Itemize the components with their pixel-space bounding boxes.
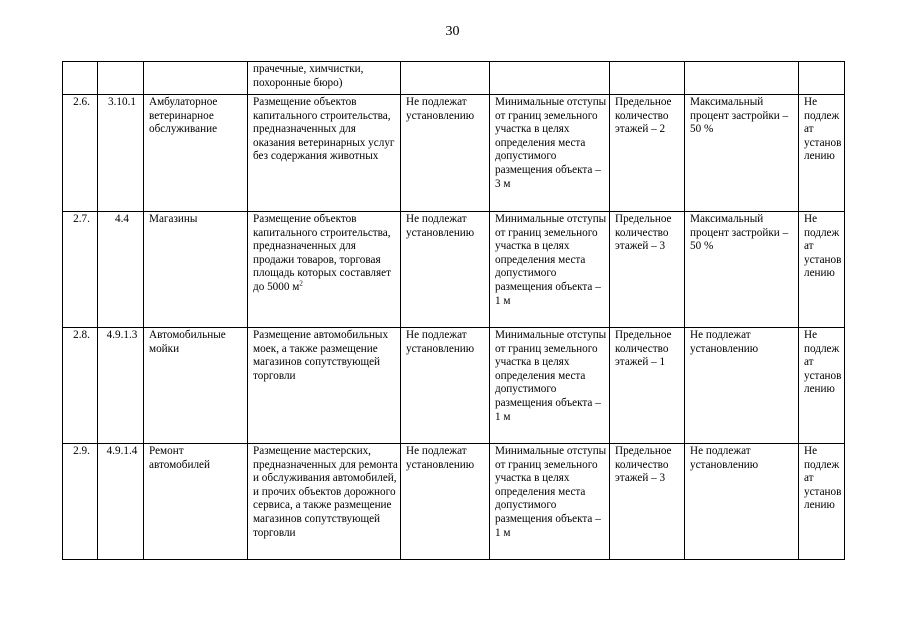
description-text: Размещение объектов капитального строительства, предназначенных для продажи товаров, торговая площадь которых составляет до 5000 м <box>253 213 391 293</box>
use-name-cell <box>144 62 248 95</box>
setbacks-cell: Минимальные отступы от границ земельного участка в целях определения места допустимого размещения объекта – 3 м <box>490 95 610 212</box>
row-number-cell: 2.6. <box>63 95 98 212</box>
superscript-exponent: 2 <box>299 279 303 288</box>
other-params-cell: Не подлежат установлению <box>799 328 845 444</box>
row-number-cell: 2.7. <box>63 212 98 328</box>
min-max-size-cell: Не подлежат установлению <box>401 212 490 328</box>
table-row <box>63 62 845 95</box>
other-params-cell <box>799 62 845 95</box>
setbacks-cell: Минимальные отступы от границ земельного участка в целях определения места допустимого размещения объекта – 1 м <box>490 444 610 560</box>
table-row <box>63 444 845 560</box>
row-number-cell <box>63 62 98 95</box>
page-number: 30 <box>445 24 460 39</box>
floors-cell: Предельное количество этажей – 3 <box>610 212 685 328</box>
coverage-cell: Не подлежат установлению <box>685 328 799 444</box>
min-max-size-cell: Не подлежат установлению <box>401 328 490 444</box>
use-description-cell: Размещение автомобильных моек, а также размещение магазинов сопутствующей торговли <box>248 328 401 444</box>
row-number-cell: 2.9. <box>63 444 98 560</box>
floors-cell: Предельное количество этажей – 3 <box>610 444 685 560</box>
setbacks-cell: Минимальные отступы от границ земельного участка в целях определения места допустимого размещения объекта – 1 м <box>490 212 610 328</box>
setbacks-cell: Минимальные отступы от границ земельного участка в целях определения места допустимого размещения объекта – 1 м <box>490 328 610 444</box>
min-max-size-cell <box>401 62 490 95</box>
coverage-cell <box>685 62 799 95</box>
coverage-cell: Максимальный процент застройки – 50 % <box>685 212 799 328</box>
use-description-cell: Размещение объектов капитального строительства, предназначенных для оказания ветеринарных услуг без содержания животных <box>248 95 401 212</box>
use-code-cell: 4.4 <box>98 212 144 328</box>
min-max-size-cell: Не подлежат установлению <box>401 95 490 212</box>
use-name-cell: Ремонт автомобилей <box>144 444 248 560</box>
use-name-cell: Магазины <box>144 212 248 328</box>
use-description-cell <box>248 212 401 328</box>
table-row <box>63 95 845 212</box>
floors-cell <box>610 62 685 95</box>
use-name-cell: Амбулаторное ветеринарное обслуживание <box>144 95 248 212</box>
table-row <box>63 328 845 444</box>
use-description-cell: Размещение мастерских, предназначенных для ремонта и обслуживания автомобилей, и прочих объектов дорожного сервиса, а также размещение магазинов сопутствующей торговли <box>248 444 401 560</box>
floors-cell: Предельное количество этажей – 2 <box>610 95 685 212</box>
zoning-regulations-table <box>62 61 845 560</box>
other-params-cell: Не подлежат установлению <box>799 444 845 560</box>
other-params-cell: Не подлежат установлению <box>799 212 845 328</box>
use-code-cell: 3.10.1 <box>98 95 144 212</box>
use-code-cell <box>98 62 144 95</box>
use-description-cell: прачечные, химчистки, похоронные бюро) <box>248 62 401 95</box>
min-max-size-cell: Не подлежат установлению <box>401 444 490 560</box>
setbacks-cell <box>490 62 610 95</box>
use-name-cell: Автомобильные мойки <box>144 328 248 444</box>
row-number-cell: 2.8. <box>63 328 98 444</box>
other-params-cell: Не подлежат установлению <box>799 95 845 212</box>
coverage-cell: Максимальный процент застройки – 50 % <box>685 95 799 212</box>
coverage-cell: Не подлежат установлению <box>685 444 799 560</box>
use-code-cell: 4.9.1.3 <box>98 328 144 444</box>
table-row <box>63 212 845 328</box>
floors-cell: Предельное количество этажей – 1 <box>610 328 685 444</box>
use-code-cell: 4.9.1.4 <box>98 444 144 560</box>
